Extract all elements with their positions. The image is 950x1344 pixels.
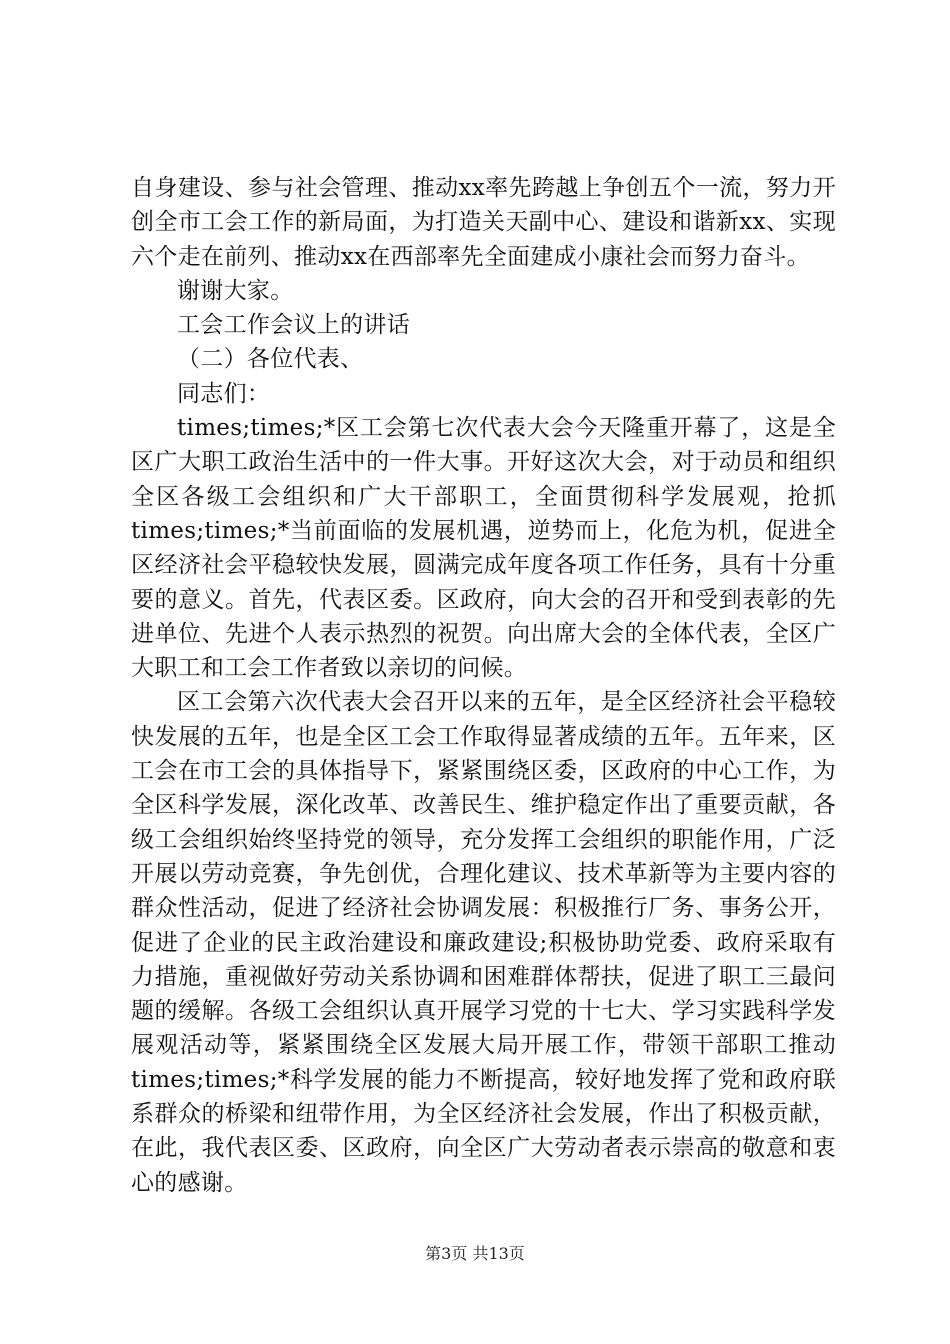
page-number: 第3页 共13页 [425,1244,525,1263]
paragraph-thanks: 谢谢大家。 [177,277,294,304]
salutation-comrades: 同志们： [177,380,271,407]
page-footer [0,1241,950,1264]
paragraph-opening: times;times;*区工会第七次代表大会今天隆重开幕了，这是全区广大职工政治生活中的一件大事。开好这次大会，对于动员和组织全区各级工会组织和广大干部职工，全面贯彻科学发展观，抢抓times;times;*当前面临的发展机遇，逆势而上，化危为机，促进全区经济社会平稳较快发展，圆满完成年度各项工作任务，具有十分重要的意义。首先，代表区委。区政府，向大会的召开和受到表彰的先进单位、先进个人表示热烈的祝贺。向出席大会的全体代表，全区广大职工和工会工作者致以亲切的问候。 [131,415,836,682]
section-title: 工会工作会议上的讲话 [177,312,410,339]
paragraph-review: 区工会第六次代表大会召开以来的五年，是全区经济社会平稳较快发展的五年，也是全区工会工作取得显著成绩的五年。五年来，区工会在市工会的具体指导下，紧紧围绕区委，区政府的中心工作，为全区科学发展，深化改革、改善民生、维护稳定作出了重要贡献，各级工会组织始终坚持党的领导，充分发挥工会组织的职能作用，广泛开展以劳动竞赛，争先创优，合理化建议、技术革新等为主要内容的群众性活动，促进了经济社会协调发展：积极推行厂务、事务公开，促进了企业的民主政治建设和廉政建设;积极协助党委、政府采取有力措施，重视做好劳动关系协调和困难群体帮扶，促进了职工三最问题的缓解。各级工会组织认真开展学习党的十七大、学习实践科学发展观活动等，紧紧围绕全区发展大局开展工作，带领干部职工推动times;times;*科学发展的能力不断提高，较好地发挥了党和政府联系群众的桥梁和纽带作用，为全区经济社会发展，作出了积极贡献，在此，我代表区委、区政府，向全区广大劳动者表示崇高的敬意和衷心的感谢。 [131,689,836,1196]
document-body [131,171,836,1200]
salutation-delegates: （二）各位代表、 [177,346,364,373]
paragraph-continuation: 自身建设、参与社会管理、推动xx率先跨越上争创五个一流，努力开创全市工会工作的新局面，为打造关天副中心、建设和谐新xx、实现六个走在前列、推动xx在西部率先全面建成小康社会而努力奋斗。 [131,175,836,270]
